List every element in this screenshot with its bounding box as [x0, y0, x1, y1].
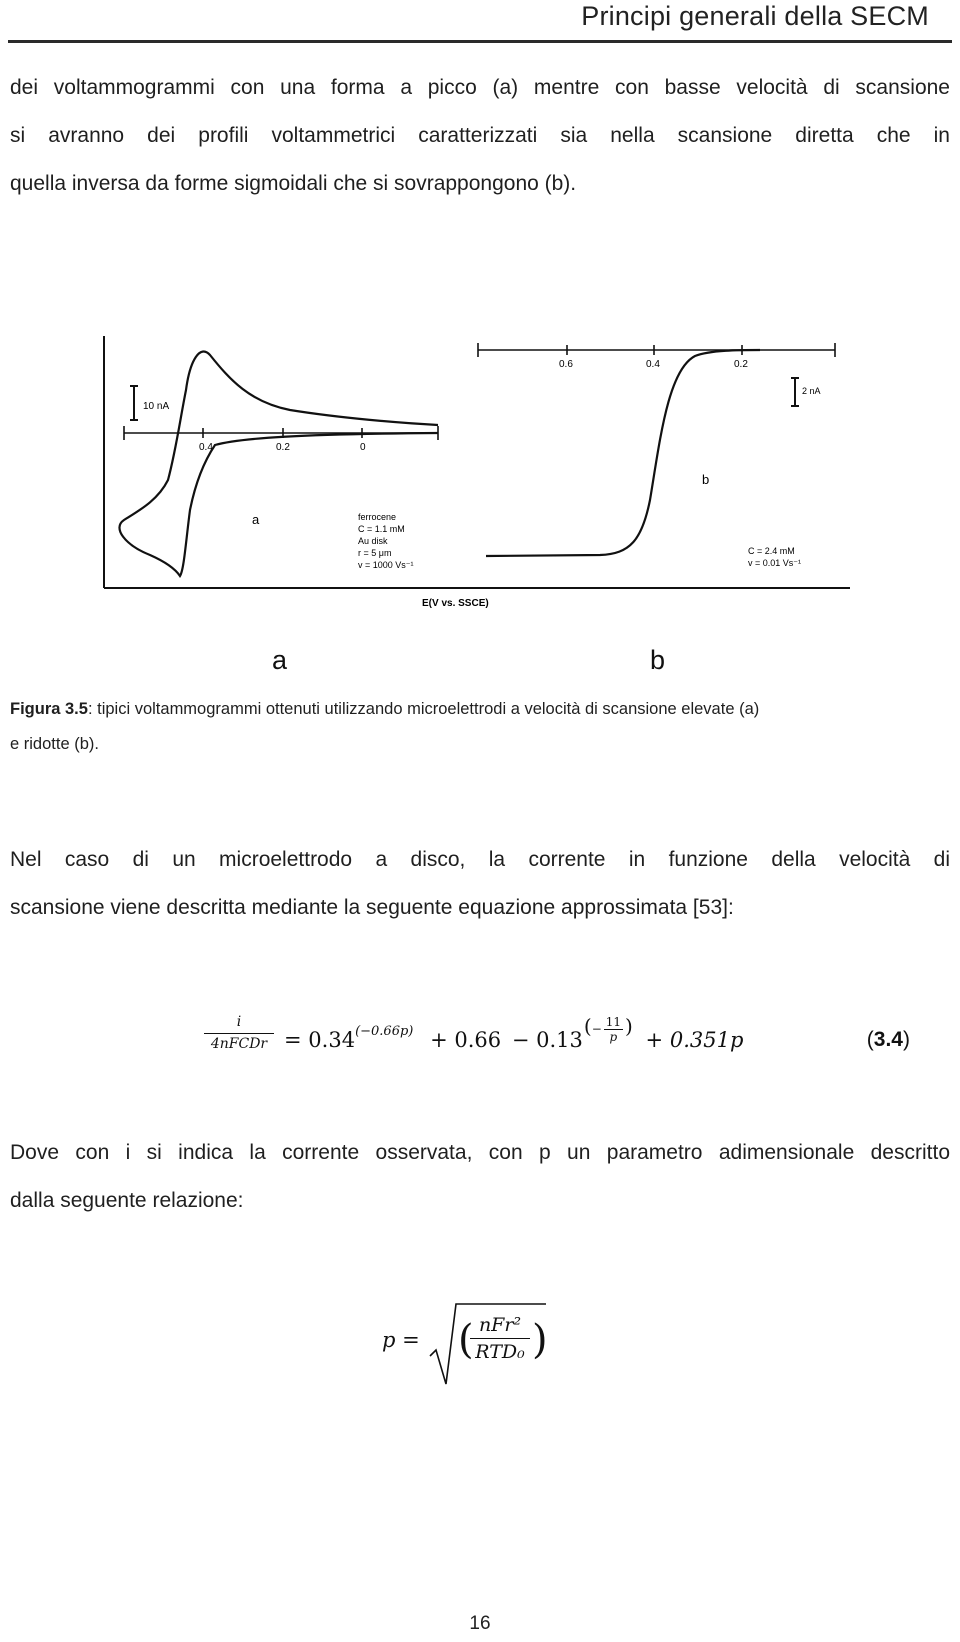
panel-a-annotation-2: C = 1.1 mM [358, 524, 405, 534]
paragraph-2-line-2: scansione viene descritta mediante la seguente equazione approssimata [53]: [10, 896, 734, 919]
figure-caption-label: Figura 3.5 [10, 700, 88, 718]
paragraph-1-line-2: si avranno dei profili voltammetrici caratterizzati sia nella scansione diretta che in [10, 124, 950, 147]
panel-a-curve [119, 352, 438, 576]
panel-b-curve-label: b [702, 472, 710, 487]
panel-a-annotation-5: v = 1000 Vs⁻¹ [358, 560, 414, 570]
equation-fraction-bar [204, 1033, 274, 1034]
equation-term-3-exp-num: 11 [605, 1015, 622, 1029]
equation-numerator: i [236, 1014, 242, 1030]
paragraph-1-line-3: quella inversa da forme sigmoidali che si sovrappongono (b). [10, 172, 577, 195]
equation-term-3-base: 0.13 [536, 1028, 583, 1052]
equation-term-3-exp-den: p [609, 1030, 618, 1044]
panel-a-annotation-4: r = 5 μm [358, 548, 392, 558]
equation-term-1-base: 0.34 [308, 1028, 356, 1052]
panel-a-tick-3: 0 [360, 442, 366, 453]
running-title: Principi generali della SECM [581, 1, 929, 31]
paragraph-3-line-1: Dove con i si indica la corrente osservata, con p un parametro adimensionale descritto [10, 1141, 950, 1164]
panel-a-scale-label: 10 nA [143, 401, 170, 412]
panel-a-annotation-1: ferrocene [358, 512, 397, 522]
panel-b-tick-2: 0.4 [646, 359, 660, 370]
equation-term-3-exponent: (− $\frac{11}{p}$ ) [583, 1014, 633, 1044]
equation-plus-2: + [645, 1028, 664, 1052]
panel-b [458, 343, 850, 588]
panel-b-annotation-1: C = 2.4 mM [748, 546, 795, 556]
equation-p-numerator: nFr² [478, 1314, 522, 1336]
equation-fraction [200, 1014, 278, 1052]
figure-voltammograms [0, 330, 960, 630]
page-number: 16 [469, 1613, 491, 1634]
panel-a-annotation-3: Au disk [358, 536, 388, 546]
panel-a-curve-label: a [252, 512, 260, 527]
figure-x-axis-label: E(V vs. SSCE) [422, 598, 489, 609]
equation-minus: − [511, 1028, 530, 1052]
equation-equals: = [284, 1028, 302, 1052]
header-rule [8, 40, 952, 43]
panel-b-annotation-2: v = 0.01 Vs⁻¹ [748, 558, 802, 568]
equation-p-open-paren: ( [458, 1317, 474, 1363]
equation-3-4 [200, 1010, 910, 1072]
equation-term-2: 0.66 [454, 1028, 502, 1052]
equation-p-lhs: p = [382, 1328, 420, 1352]
equation-term-3-exp-sign: − [591, 1022, 602, 1036]
equation-p-denominator: RTD₀ [475, 1341, 525, 1363]
panel-b-curve [486, 350, 760, 556]
panel-b-tick-3: 0.2 [734, 359, 748, 370]
panel-b-scale-label: 2 nA [802, 386, 821, 396]
equation-number [867, 1028, 910, 1052]
equation-plus-1: + [430, 1028, 448, 1052]
figure-sublabel-b: b [650, 645, 666, 675]
equation-term-4: 0.351p [669, 1028, 744, 1052]
figure-caption-text-2: e ridotte (b). [10, 735, 99, 753]
equation-p-fraction [470, 1314, 530, 1363]
equation-denominator: 4nFCDr [210, 1036, 268, 1052]
panel-a-tick-1: 0.4 [199, 442, 213, 453]
figure-sublabel-a: a [272, 645, 288, 675]
equation-number-open: ( [866, 1028, 874, 1051]
equation-number-bold: 3.4 [873, 1028, 903, 1051]
equation-p [382, 1298, 562, 1388]
figure-caption-text: : tipici voltammogrammi ottenuti utilizzando microelettrodi a velocità di scansione elevate (a) [87, 700, 760, 718]
equation-p-fraction-bar [470, 1338, 530, 1339]
equation-number-close: ) [903, 1028, 910, 1051]
panel-a [104, 336, 458, 588]
equation-term-1-exponent: (−0.66p) [355, 1024, 414, 1039]
paragraph-1-line-1: dei voltammogrammi con una forma a picco (a) mentre con basse velocità di scansione [10, 76, 950, 99]
equation-p-close-paren: ) [532, 1317, 548, 1363]
paragraph-3-line-2: dalla seguente relazione: [10, 1189, 244, 1212]
figure-caption [10, 700, 950, 754]
panel-a-tick-2: 0.2 [276, 442, 290, 453]
panel-b-tick-1: 0.6 [559, 359, 573, 370]
paragraph-2-line-1: Nel caso di un microelettrodo a disco, la corrente in funzione della velocità di [10, 848, 950, 871]
